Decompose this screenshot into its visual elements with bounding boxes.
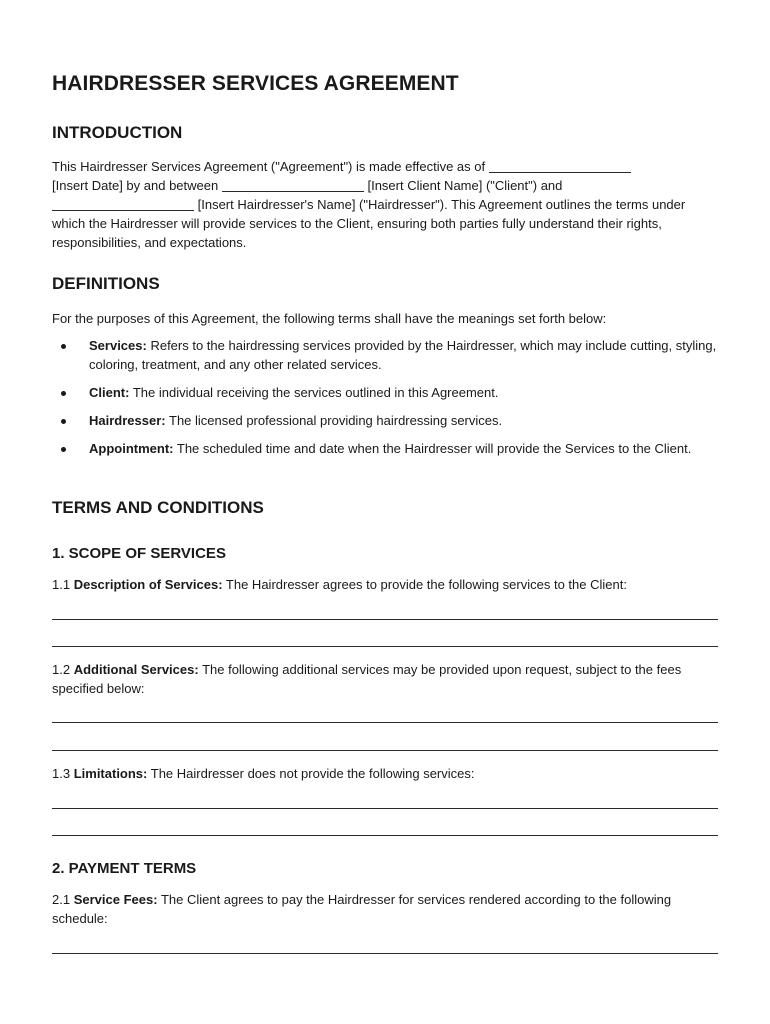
definition-term: Client: [89, 385, 130, 400]
definition-text: The scheduled time and date when the Hairdresser will provide the Services to the Client. [176, 441, 692, 456]
definitions-list [52, 336, 718, 467]
section-text: The Client agrees to pay the Hairdresser for services rendered according to the following schedule: [52, 892, 672, 926]
additional-services-blank-line[interactable] [52, 750, 718, 751]
definition-term: Services: [89, 338, 147, 353]
additional-services-blank-line[interactable] [52, 722, 718, 723]
document-title: HAIRDRESSER SERVICES AGREEMENT [52, 72, 459, 95]
definition-item [52, 336, 718, 374]
section-number: 1.3 [52, 766, 71, 781]
definition-term: Appointment: [89, 441, 174, 456]
section-1-1 [52, 575, 720, 594]
bullet-icon [61, 344, 66, 349]
services-blank-line[interactable] [52, 619, 718, 620]
definition-text: Refers to the hairdressing services provided by the Hairdresser, which may include cutting, styling, coloring, treatment, and any other related services. [89, 338, 717, 372]
intro-text-4: [Insert Hairdresser's Name] ("Hairdresser"). This Agreement outlines the terms under which the Hairdresser will provide services to the Client, ensuring both parties fully understand their rights, responsibilities, and expectations. [52, 197, 686, 250]
section-1-2 [52, 660, 720, 698]
limitations-blank-line[interactable] [52, 808, 718, 809]
limitations-blank-line[interactable] [52, 835, 718, 836]
effective-date-blank[interactable] [489, 160, 631, 173]
intro-text-3: [Insert Client Name] ("Client") and [367, 178, 563, 193]
section-number: 1.1 [52, 577, 71, 592]
section-1-3 [52, 764, 720, 783]
fees-blank-line[interactable] [52, 953, 718, 954]
intro-text-2: [Insert Date] by and between [52, 178, 219, 193]
definition-term: Hairdresser: [89, 413, 166, 428]
section-text: The following additional services may be provided upon request, subject to the fees specified below: [52, 662, 682, 696]
section-label: Limitations: [73, 766, 148, 781]
section-number: 2.1 [52, 892, 71, 907]
section-2-1 [52, 890, 720, 928]
introduction-heading: INTRODUCTION [52, 123, 183, 142]
section-label: Description of Services: [73, 577, 223, 592]
bullet-icon [61, 447, 66, 452]
section-text: The Hairdresser agrees to provide the following services to the Client: [225, 577, 627, 592]
hairdresser-name-blank[interactable] [52, 198, 194, 211]
terms-heading: TERMS AND CONDITIONS [52, 498, 264, 517]
services-blank-line[interactable] [52, 646, 718, 647]
definitions-intro: For the purposes of this Agreement, the following terms shall have the meanings set forth below: [52, 311, 607, 326]
definition-item [52, 439, 718, 458]
payment-heading: 2. PAYMENT TERMS [52, 860, 197, 877]
definition-item [52, 383, 718, 402]
client-name-blank[interactable] [222, 179, 364, 192]
definition-text: The individual receiving the services outlined in this Agreement. [132, 385, 499, 400]
bullet-icon [61, 419, 66, 424]
section-label: Service Fees: [73, 892, 158, 907]
scope-heading: 1. SCOPE OF SERVICES [52, 545, 226, 562]
section-label: Additional Services: [73, 662, 199, 677]
introduction-paragraph [52, 157, 720, 252]
intro-text-1: This Hairdresser Services Agreement ("Agreement") is made effective as of [52, 159, 486, 174]
section-text: The Hairdresser does not provide the following services: [150, 766, 475, 781]
definition-item [52, 411, 718, 430]
definition-text: The licensed professional providing hairdressing services. [169, 413, 503, 428]
bullet-icon [61, 391, 66, 396]
definitions-heading: DEFINITIONS [52, 274, 160, 293]
section-number: 1.2 [52, 662, 71, 677]
